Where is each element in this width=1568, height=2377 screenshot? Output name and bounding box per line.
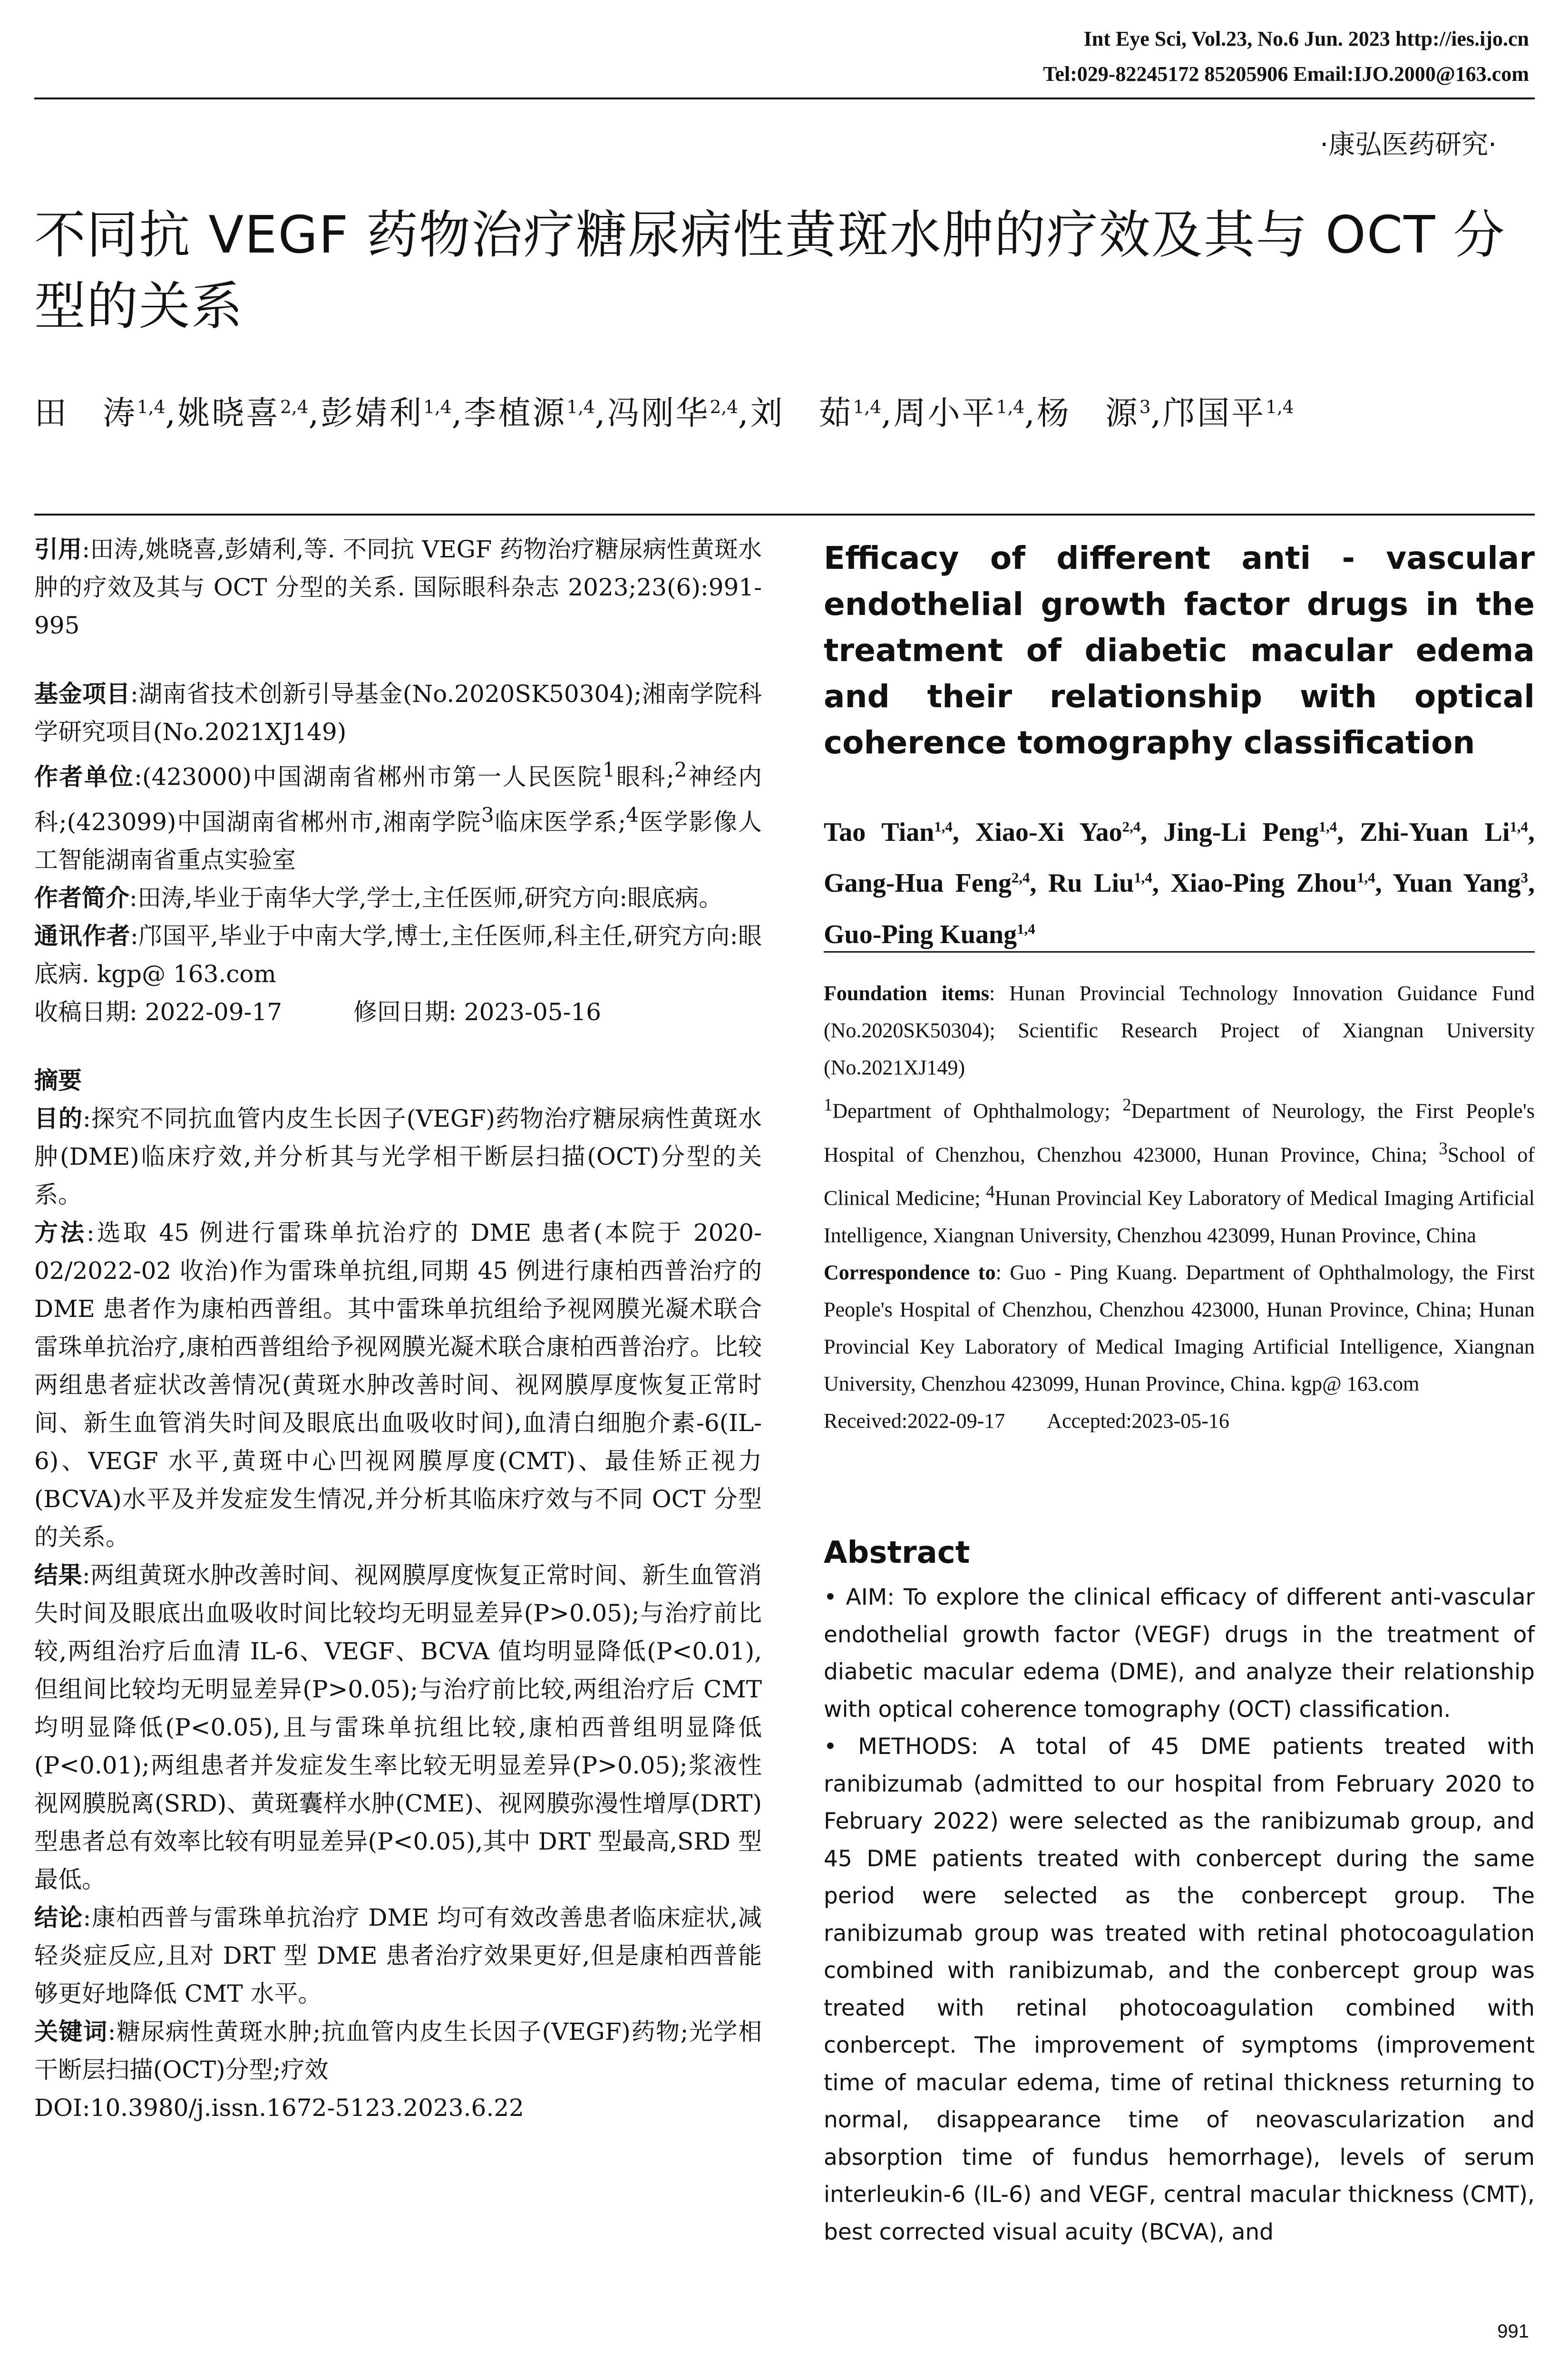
author-en: Ru Liu$^{1,4}$ <box>1048 868 1152 898</box>
section-tag: ·康弘医药研究· <box>1320 129 1497 160</box>
funding: 基金项目:湖南省技术创新引导基金(No.2020SK50304);湘南学院科学研究项目(No.2021XJ149) <box>34 680 762 746</box>
author-zh: 周小平$^{1,4}$ <box>893 394 1025 432</box>
author-zh: 李植源$^{1,4}$ <box>464 394 595 432</box>
authors-zh: 田 涛$^{1,4}$,姚晓喜$^{2,4}$,彭婧利$^{1,4}$,李植源$^{1,4}$,冯刚华$^{2,4}$,刘 茹$^{1,4}$,周小平$^{1,4}$,杨 源$^3$,邝国平$^{1,4}$ <box>34 394 1294 432</box>
affiliations: 作者单位:(423000)中国湖南省郴州市第一人民医院$^1$眼科;$^2$神经内科;(423099)中国湖南省郴州市,湘南学院$^3$临床医学系;$^4$医学影像人工智能湖南省重点实验室 <box>34 758 762 874</box>
author-en: Gang-Hua Feng$^{2,4}$ <box>824 868 1030 898</box>
author-en: Xiao-Ping Zhou$^{1,4}$ <box>1170 868 1375 898</box>
author-bio: 作者简介:田涛,毕业于南华大学,学士,主任医师,研究方向:眼底病。 <box>34 884 723 912</box>
author-zh: 田 涛$^{1,4}$ <box>34 394 166 432</box>
author-en: Tao Tian$^{1,4}$ <box>824 817 953 847</box>
header-rule <box>34 97 1535 99</box>
author-en: Guo-Ping Kuang$^{1,4}$ <box>824 919 1035 949</box>
author-en: Xiao-Xi Yao$^{2,4}$ <box>975 817 1141 847</box>
author-en: Jing-Li Peng$^{1,4}$ <box>1163 817 1337 847</box>
abstract-head-en: Abstract <box>824 1535 970 1570</box>
journal-header-line1: Int Eye Sci, Vol.23, No.6 Jun. 2023 http://ies.ijo.cn <box>1083 27 1529 50</box>
page-number: 991 <box>1497 2321 1529 2342</box>
title-zh: 不同抗 VEGF 药物治疗糖尿病性黄斑水肿的疗效及其与 OCT 分型的关系 <box>34 205 1506 336</box>
citation: 引用:田涛,姚晓喜,彭婧利,等. 不同抗 VEGF 药物治疗糖尿病性黄斑水肿的疗效及其与 OCT 分型的关系. 国际眼科杂志 2023;23(6):991-995 <box>34 535 762 639</box>
aim-en: • AIM: To explore the clinical efficacy of different anti-vascular endothelial growth factor (VEGF) drugs in the treatment of diabetic macular edema (DME), and analyze their relationship with optical coherence tomography (OCT) classification. <box>824 1584 1535 1723</box>
author-zh: 冯刚华$^{2,4}$ <box>607 394 738 432</box>
en-authors-rule <box>824 951 1535 953</box>
methods-zh: 方法:选取 45 例进行雷珠单抗治疗的 DME 患者(本院于 2020-02/2022-02 收治)作为雷珠单抗组,同期 45 例进行康柏西普治疗的 DME 患者作为康柏西普组。其中雷珠单抗组给予视网膜光凝术联合雷珠单抗治疗,康柏西普组给予视网膜光凝术联合康柏西普治疗。比较两组患者症状改善情况(黄斑水肿改善时间、视网膜厚度恢复正常时间、新生血管消失时间及眼底出血吸收时间),血清白细胞介素-6(IL-6)、VEGF 水平,黄斑中心凹视网膜厚度(CMT)、最佳矫正视力(BCVA)水平及并发症发生情况,并分析其临床疗效与不同 OCT 分型的关系。 <box>34 1218 762 1551</box>
doi: DOI:10.3980/j.issn.1672-5123.2023.6.22 <box>34 2094 524 2122</box>
author-en: Zhi-Yuan Li$^{1,4}$ <box>1360 817 1529 847</box>
keywords-zh: 关键词:糖尿病性黄斑水肿;抗血管内皮生长因子(VEGF)药物;光学相干断层扫描(OCT)分型;疗效 <box>34 2017 762 2084</box>
journal-header-line2: Tel:029-82245172 85205906 Email:IJO.2000@163.com <box>1043 62 1529 86</box>
authors-rule <box>34 514 1535 516</box>
author-zh: 彭婧利$^{1,4}$ <box>321 394 452 432</box>
abstract-head-zh: 摘要 <box>34 1066 82 1095</box>
author-en: Yuan Yang$^3$ <box>1393 868 1529 898</box>
abstract-en <box>824 1579 1535 2251</box>
corresponding-author: 通讯作者:邝国平,毕业于中南大学,博士,主任医师,科主任,研究方向:眼底病. kgp@ 163.com <box>34 922 762 988</box>
results-zh: 结果:两组黄斑水肿改善时间、视网膜厚度恢复正常时间、新生血管消失时间及眼底出血吸收时间比较均无明显差异(P>0.05);与治疗前比较,两组治疗后血清 IL-6、VEGF、BCVA 值均明显降低(P<0.01),但组间比较均无明显差异(P>0.05);与治疗前比较,两组治疗后 CMT 均明显降低(P<0.05),且与雷珠单抗组比较,康柏西普组明显降低(P<0.01);两组患者并发症发生率比较无明显差异(P>0.05);浆液性视网膜脱离(SRD)、黄斑囊样水肿(CME)、视网膜弥漫性增厚(DRT)型患者总有效率比较有明显差异(P<0.05),其中 DRT 型最高,SRD 型最低。 <box>34 1561 762 1894</box>
correspondence: Correspondence to: Guo - Ping Kuang. Department of Ophthalmology, the First People's Hospital of Chenzhou, Chenzhou 423000, Hunan Province, China; Hunan Provincial Key Laboratory of Medical Imaging Artificial Intelligence, Xiangnan University, Chenzhou 423099, Hunan Province, China. kgp@ 163.com <box>824 1260 1535 1395</box>
author-zh: 杨 源$^3$ <box>1036 394 1151 432</box>
conclusion-zh: 结论:康柏西普与雷珠单抗治疗 DME 均可有效改善患者临床症状,减轻炎症反应,且对 DRT 型 DME 患者治疗效果更好,但是康柏西普能够更好地降低 CMT 水平。 <box>34 1903 762 2008</box>
author-zh: 邝国平$^{1,4}$ <box>1163 394 1294 432</box>
methods-en: • METHODS: A total of 45 DME patients treated with ranibizumab (admitted to our hospital from February 2020 to February 2022) were selected as the ranibizumab group, and 45 DME patients treated with conbercept during the same period were selected as the conbercept group. The ranibizumab group was treated with retinal photocoagulation combined with ranibizumab, and the conbercept group was treated with retinal photocoagulation combined with conbercept. The improvement of symptoms (improvement time of macular edema, time of retinal thickness returning to normal, disappearance time of neovascularization and absorption time of fundus hemorrhage), levels of serum interleukin-6 (IL-6) and VEGF, central macular thickness (CMT), best corrected visual acuity (BCVA), and <box>824 1734 1535 2245</box>
departments: $^1$Department of Ophthalmology; $^2$Department of Neurology, the First People's Hospital of Chenzhou, Chenzhou 423000, Hunan Province, China; $^3$School of Clinical Medicine; $^4$Hunan Provincial Key Laboratory of Medical Imaging Artificial Intelligence, Xiangnan University, Chenzhou 423099, Hunan Province, China <box>824 1095 1535 1247</box>
author-zh: 姚晓喜$^{2,4}$ <box>177 394 309 432</box>
foundation-items: Foundation items: Hunan Provincial Technology Innovation Guidance Fund (No.2020SK50304); Scientific Research Project of Xiangnan University (No.2021XJ149) <box>824 982 1535 1079</box>
title-en: Efficacy of different anti - vascular endothelial growth factor drugs in the treatment of diabetic macular edema and their relationship with optical coherence tomography classification <box>824 540 1535 761</box>
aim-zh: 目的:探究不同抗血管内皮生长因子(VEGF)药物治疗糖尿病性黄斑水肿(DME)临床疗效,并分析其与光学相干断层扫描(OCT)分型的关系。 <box>34 1104 762 1209</box>
dates-zh: 收稿日期: 2022-09-17 修回日期: 2023-05-16 <box>34 998 602 1026</box>
en-metadata <box>824 975 1535 1440</box>
authors-en: Tao Tian$^{1,4}$, Xiao-Xi Yao$^{2,4}$, Jing-Li Peng$^{1,4}$, Zhi-Yuan Li$^{1,4}$, Gang-Hua Feng$^{2,4}$, Ru Liu$^{1,4}$, Xiao-Ping Zhou$^{1,4}$, Yuan Yang$^3$, Guo-Ping Kuang$^{1,4}$ <box>824 817 1535 949</box>
left-column <box>34 530 762 2127</box>
author-zh: 刘 茹$^{1,4}$ <box>750 394 882 432</box>
dates-en: Received:2022-09-17 Accepted:2023-05-16 <box>824 1409 1229 1432</box>
